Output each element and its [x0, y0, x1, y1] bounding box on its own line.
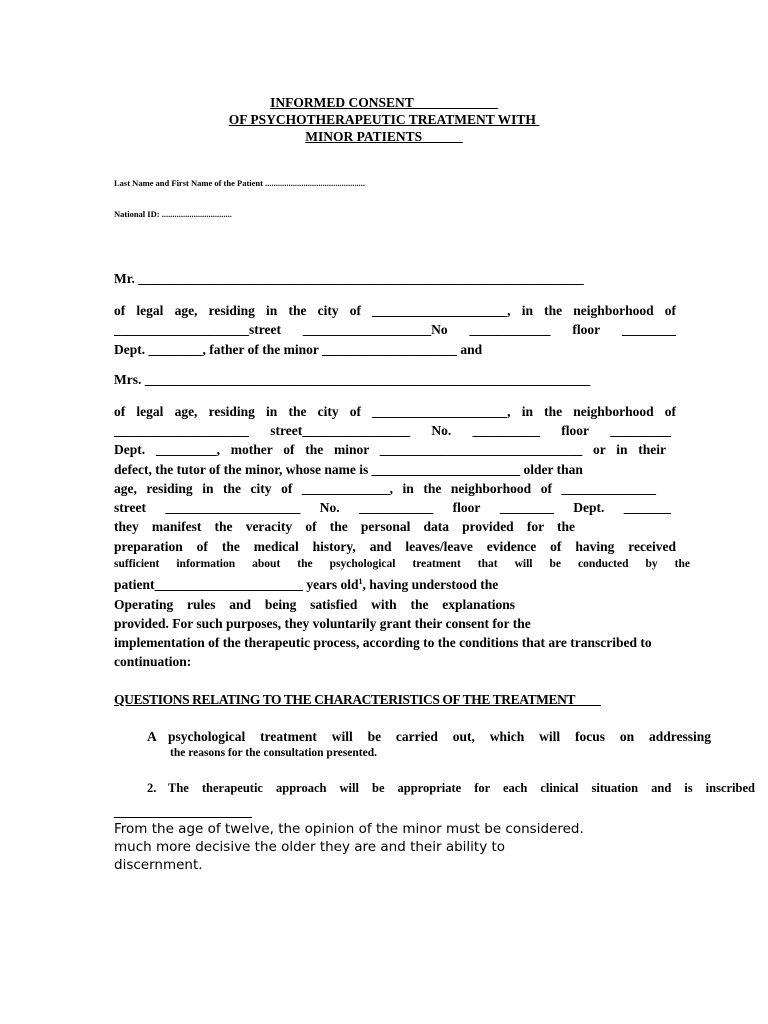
field-label: floor	[561, 423, 589, 438]
body-line	[114, 322, 676, 338]
list-item: The therapeutic approach will be appropriate for each clinical situation and is inscribed	[168, 781, 755, 795]
document-title-line-2: OF PSYCHOTHERAPEUTIC TREATMENT WITH	[228, 112, 540, 127]
blank-field: ____________________	[114, 423, 249, 438]
blank-field: street________________	[270, 423, 411, 438]
body-line: age, residing in the city of _____________, in the neighborhood of ______________	[114, 481, 656, 496]
document-title-line-1: INFORMED CONSENT ____________	[270, 95, 498, 110]
section-heading: QUESTIONS RELATING TO THE CHARACTERISTICS OF THE TREATMENT____	[114, 692, 601, 707]
body-line: implementation of the therapeutic process, according to the conditions that are transcribed to	[114, 635, 652, 650]
patient-name-field: Last Name and First Name of the Patient ...............................................	[114, 178, 365, 188]
blank-field: ____________	[469, 322, 551, 337]
field-label: No.	[319, 500, 340, 515]
mr-name-line: Mr. __________________________________________________________________	[114, 271, 584, 286]
field-label: No.	[431, 423, 452, 438]
body-line	[114, 500, 671, 516]
body-line: Dept. ________, father of the minor ____________________ and	[114, 342, 483, 357]
body-line: of legal age, residing in the city of ____________________, in the neighborhood of	[114, 404, 676, 419]
body-line: they manifest the veracity of the personal data provided for the	[114, 519, 575, 534]
body-line: preparation of the medical history, and leaves/leave evidence of having received	[114, 539, 676, 554]
body-line: provided. For such purposes, they voluntarily grant their consent for the	[114, 616, 531, 631]
body-line: sufficient information about the psychological treatment that will be conducted by the	[114, 558, 690, 570]
field-label: floor	[572, 322, 601, 337]
body-line: of legal age, residing in the city of ____________________, in the neighborhood of	[114, 303, 676, 318]
national-id-field: National ID: .................................	[114, 209, 232, 219]
mrs-name-line: Mrs. __________________________________________________________________	[114, 372, 591, 387]
footnote-line: From the age of twelve, the opinion of the minor must be considered.	[114, 821, 584, 837]
body-line: defect, the tutor of the minor, whose name is ______________________ older than	[114, 462, 583, 477]
blank-field: _______	[623, 500, 671, 515]
list-item-marker: 2.	[147, 781, 157, 795]
field-label: Dept.	[573, 500, 605, 515]
blank-field: ____________________	[165, 500, 301, 515]
body-line	[114, 423, 671, 439]
body-line: patient______________________ years old$^1$, having understood the	[114, 577, 499, 592]
footnote-line: much more decisive the older they are and their ability to	[114, 839, 506, 855]
blank-field: ________	[499, 500, 554, 515]
blank-field: __________	[472, 423, 541, 438]
blank-field: ___________	[359, 500, 434, 515]
footnote-marker: 1	[358, 577, 363, 586]
list-item: psychological treatment will be carried out, which will focus on addressing	[168, 729, 711, 744]
body-line: Dept. _________, mother of the minor ______________________________ or in their	[114, 442, 666, 457]
list-item-marker: A	[147, 729, 157, 744]
field-label: floor	[452, 500, 481, 515]
footnote-line: discernment.	[114, 857, 203, 873]
blank-field: ___________________No	[302, 322, 448, 337]
field-label: street	[114, 500, 146, 515]
body-line: Operating rules and being satisfied with the explanations	[114, 597, 515, 612]
body-line: continuation:	[114, 654, 192, 669]
document-title-line-3: MINOR PATIENTS______	[305, 129, 463, 144]
blank-field: _________	[610, 423, 671, 438]
list-item-continuation: the reasons for the consultation presented.	[170, 747, 377, 759]
blank-field: ____________________street	[114, 322, 281, 337]
footnote-separator	[114, 817, 252, 818]
blank-field: ________	[621, 322, 676, 337]
